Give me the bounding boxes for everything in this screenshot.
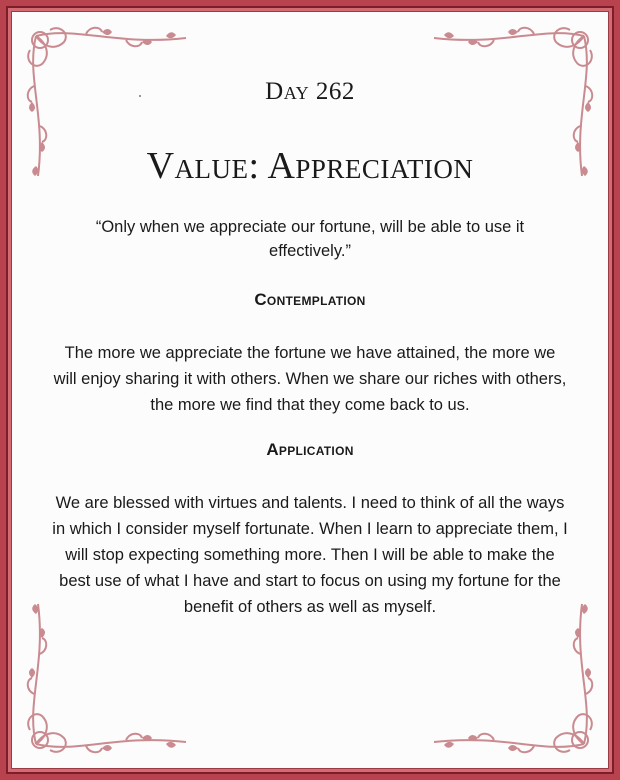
section-heading-contemplation: Contemplation: [254, 290, 366, 309]
floral-scroll-corner-icon: [16, 599, 196, 764]
page-border: [6, 6, 614, 774]
section-text-application: We are blessed with virtues and talents. I need to think of all the ways in which I consider myself fortunate. When I learn to appreciate them, I will stop expecting something more. Then I will be able to make the best use of what I have and start to focus on using my fortune for the benefit of others as well as myself.: [52, 494, 568, 616]
section-text-contemplation: The more we appreciate the fortune we have attained, the more we will enjoy sharing it with others. When we share our riches with others, the more we find that they come back to us.: [53, 344, 567, 414]
section-heading-application: Application: [266, 440, 354, 459]
day-label: Day 262: [265, 78, 355, 105]
page-title: Value: Appreciation: [146, 145, 474, 187]
quote-text: “Only when we appreciate our fortune, will be able to use it effectively.”: [95, 218, 525, 260]
floral-scroll-corner-icon: [424, 599, 604, 764]
paper: [11, 11, 609, 769]
